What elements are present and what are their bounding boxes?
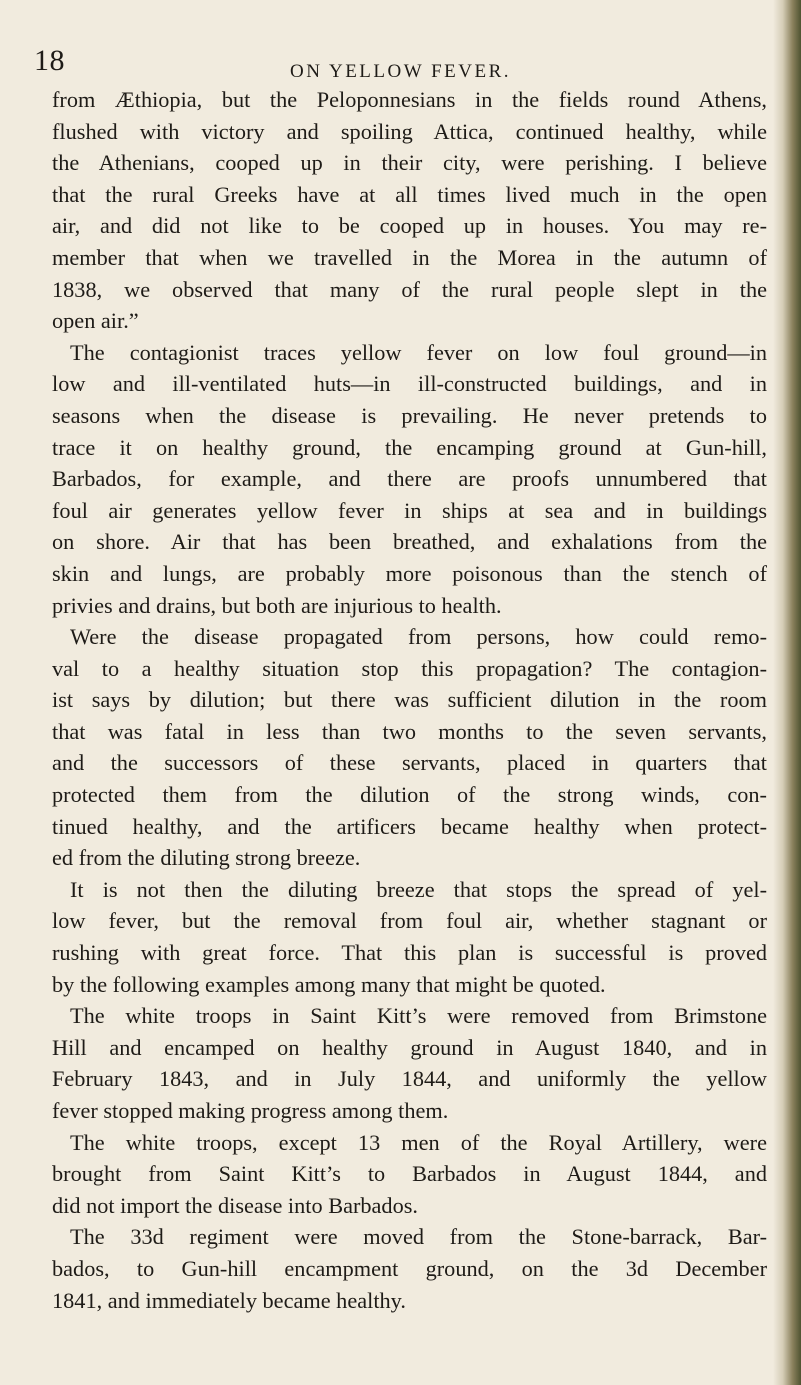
text-line: Were the disease propagated from persons, how could remo- [70,624,767,650]
text-line: trace it on healthy ground, the encamping ground at Gun-hill, [52,434,767,460]
text-line: ist says by dilution; but there was sufficient dilution in the room [52,687,767,713]
text-line: air, and did not like to be cooped up in houses. You may re- [52,213,767,239]
page-edge-shadow [773,0,801,1385]
text-line: Hill and encamped on healthy ground in August 1840, and in [52,1034,767,1060]
text-line: Barbados, for example, and there are proofs unnumbered that [52,466,767,492]
text-line: It is not then the diluting breeze that stops the spread of yel- [70,876,767,902]
text-line: by the following examples among many that might be quoted. [52,971,606,997]
text-line: did not import the disease into Barbados. [52,1192,418,1218]
body-text [52,84,767,1316]
text-line: The 33d regiment were moved from the Stone-barrack, Bar- [70,1224,767,1250]
text-line: open air.” [52,308,139,334]
text-line: and the successors of these servants, placed in quarters that [52,750,767,776]
text-line: February 1843, and in July 1844, and uniformly the yellow [52,1066,767,1092]
text-line: flushed with victory and spoiling Attica, continued healthy, while [52,118,767,144]
running-head: ON YELLOW FEVER. [289,61,511,82]
text-line: low and ill-ventilated huts—in ill-constructed buildings, and in [52,371,767,397]
text-line: privies and drains, but both are injurious to health. [52,592,502,618]
text-line: that the rural Greeks have at all times lived much in the open [52,181,767,207]
text-line: fever stopped making progress among them. [52,1098,449,1123]
text-line: 1841, and immediately became healthy. [52,1287,406,1313]
text-line: member that when we travelled in the Morea in the autumn of [52,244,767,270]
text-line: that was fatal in less than two months to the seven servants, [52,718,767,744]
text-line: foul air generates yellow fever in ships at sea and in buildings [52,497,767,523]
text-line: bados, to Gun-hill encampment ground, on the 3d December [52,1255,767,1281]
text-line: val to a healthy situation stop this propagation? The contagion- [52,655,767,681]
text-line: tinued healthy, and the artificers became healthy when protect- [52,813,767,839]
page-number: 18 [34,44,65,77]
text-line: The white troops, except 13 men of the Royal Artillery, were [70,1129,767,1155]
text-line: 1838, we observed that many of the rural people slept in the [52,276,767,302]
text-line: The white troops in Saint Kitt’s were removed from Brimstone [70,1003,767,1029]
text-line: low fever, but the removal from foul air, whether stagnant or [52,908,767,934]
text-line: ed from the diluting strong breeze. [52,845,361,871]
text-line: from Æthiopia, but the Peloponnesians in the fields round Athens, [52,87,767,112]
text-line: the Athenians, cooped up in their city, were perishing. I believe [52,150,767,176]
text-line: seasons when the disease is prevailing. He never pretends to [52,402,767,428]
text-line: protected them from the dilution of the strong winds, con- [52,782,767,808]
text-line: brought from Saint Kitt’s to Barbados in August 1844, and [52,1161,767,1187]
text-line: skin and lungs, are probably more poisonous than the stench of [52,560,767,586]
text-line: The contagionist traces yellow fever on low foul ground—in [70,339,767,365]
text-line: on shore. Air that has been breathed, and exhalations from the [52,529,767,555]
text-line: rushing with great force. That this plan is successful is proved [52,940,767,966]
